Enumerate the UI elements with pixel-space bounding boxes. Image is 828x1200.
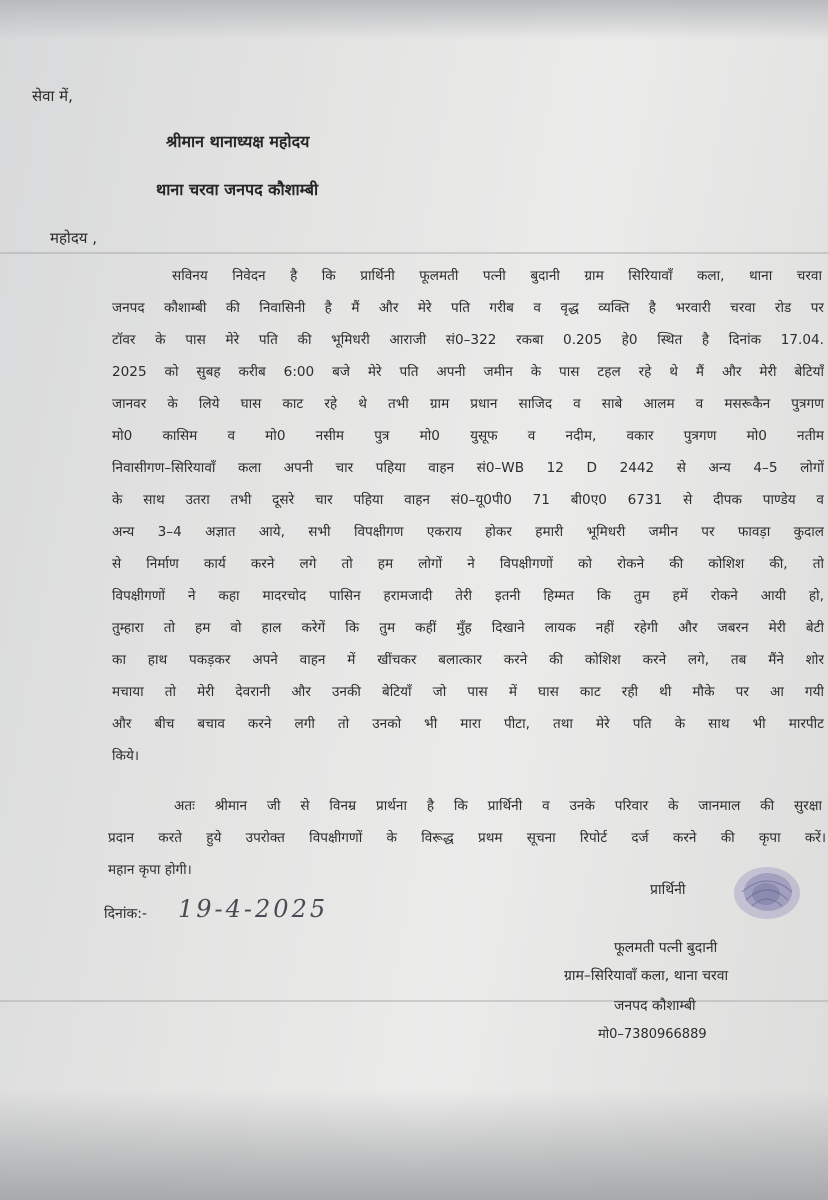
page-shadow-top <box>0 0 828 40</box>
sender-address: ग्राम–सिरियावाँ कला, थाना चरवा <box>564 968 729 984</box>
paragraph-line: के साथ उतरा तभी दूसरे चार पहिया वाहन सं0–यू0पी0 71 बी0ए0 6731 से दीपक पाण्डेय व <box>112 492 824 508</box>
date-label: दिनांक:- <box>104 906 147 922</box>
paragraph-line: सविनय निवेदन है कि प्रार्थिनी फूलमती पत्नी बुदानी ग्राम सिरियावाँ कला, थाना चरवा <box>172 268 822 284</box>
paragraph-line: प्रदान करते हुये उपरोक्त विपक्षीगणों के विरूद्ध प्रथम सूचना रिपोर्ट दर्ज करने की कृपा करें। <box>108 830 826 846</box>
paragraph-line: 2025 को सुबह करीब 6:00 बजे मेरे पति अपनी जमीन के पास टहल रहे थे मैं और मेरी बेटियाँ <box>112 364 824 380</box>
thumb-impression-stamp <box>730 862 804 924</box>
sender-district: जनपद कौशाम्बी <box>614 998 696 1014</box>
paragraph-line: से निर्माण कार्य करने लगे तो हम लोगों ने विपक्षीगणों को रोकने की कोशिश की, तो <box>112 556 824 572</box>
paragraph-line: अतः श्रीमान जी से विनम्र प्रार्थना है कि प्रार्थिनी व उनके परिवार के जानमाल की सुरक्षा <box>174 798 822 814</box>
paragraph-line: महान कृपा होगी। <box>108 862 192 878</box>
paragraph-line: विपक्षीगणों ने कहा मादरचोद पासिन हरामजादी तेरी इतनी हिम्मत कि तुम हमें रोकने आयी हो, <box>112 588 824 604</box>
paragraph-line: किये। <box>112 748 139 764</box>
paragraph-line: टॉवर के पास मेरे पति की भूमिधरी आराजी सं0–322 रकबा 0.205 हे0 स्थित है दिनांक 17.04. <box>112 332 824 348</box>
paper-fold-line <box>0 1000 828 1002</box>
paragraph-line: अन्य 3–4 अज्ञात आये, सभी विपक्षीगण एकराय होकर हमारी भूमिधरी जमीन पर फावड़ा कुदाल <box>112 524 824 540</box>
handwritten-date: 19-4-2025 <box>178 895 329 923</box>
paragraph-line: मचाया तो मेरी देवरानी और उनकी बेटियाँ जो पास में घास काट रही थी मौके पर आ गयी <box>112 684 824 700</box>
paragraph-line: तुम्हारा तो हम वो हाल करेगें कि तुम कहीं मुँह दिखाने लायक नहीं रहेगी और जबरन मेरी बेटी <box>112 620 824 636</box>
sender-name: फूलमती पत्नी बुदानी <box>614 940 718 956</box>
paragraph-line: जानवर के लिये घास काट रहे थे तभी ग्राम प्रधान साजिद व साबे आलम व मसरूकैन पुत्रगण <box>112 396 824 412</box>
addressee-station: थाना चरवा जनपद कौशाम्बी <box>156 180 319 199</box>
paragraph-line: मो0 कासिम व मो0 नसीम पुत्र मो0 युसूफ व नदीम, वकार पुत्रगण मो0 नतीम <box>112 428 824 444</box>
paragraph-line: का हाथ पकड़कर अपने वाहन में खींचकर बलात्कार करने की कोशिश करने लगे, तब मैंने शोर <box>112 652 824 668</box>
paragraph-line: और बीच बचाव करने लगी तो उनको भी मारा पीटा, तथा मेरे पति के साथ भी मारपीट <box>112 716 824 732</box>
paragraph-line: निवासीगण–सिरियावाँ कला अपनी चार पहिया वाहन सं0–WB 12 D 2442 से अन्य 4–5 लोगों <box>112 460 824 476</box>
addressee-title: श्रीमान थानाध्यक्ष महोदय <box>166 132 310 151</box>
paragraph-line: जनपद कौशाम्बी की निवासिनी है मैं और मेरे पति गरीब व वृद्ध व्यक्ति है भरवारी चरवा रोड पर <box>112 300 824 316</box>
paper-fold-line <box>0 252 828 254</box>
greeting: महोदय , <box>50 229 98 247</box>
signoff: प्रार्थिनी <box>650 882 686 898</box>
salutation-to: सेवा में, <box>32 87 73 105</box>
sender-mobile: मो0–7380966889 <box>598 1027 707 1042</box>
page-shadow-bottom <box>0 1090 828 1200</box>
